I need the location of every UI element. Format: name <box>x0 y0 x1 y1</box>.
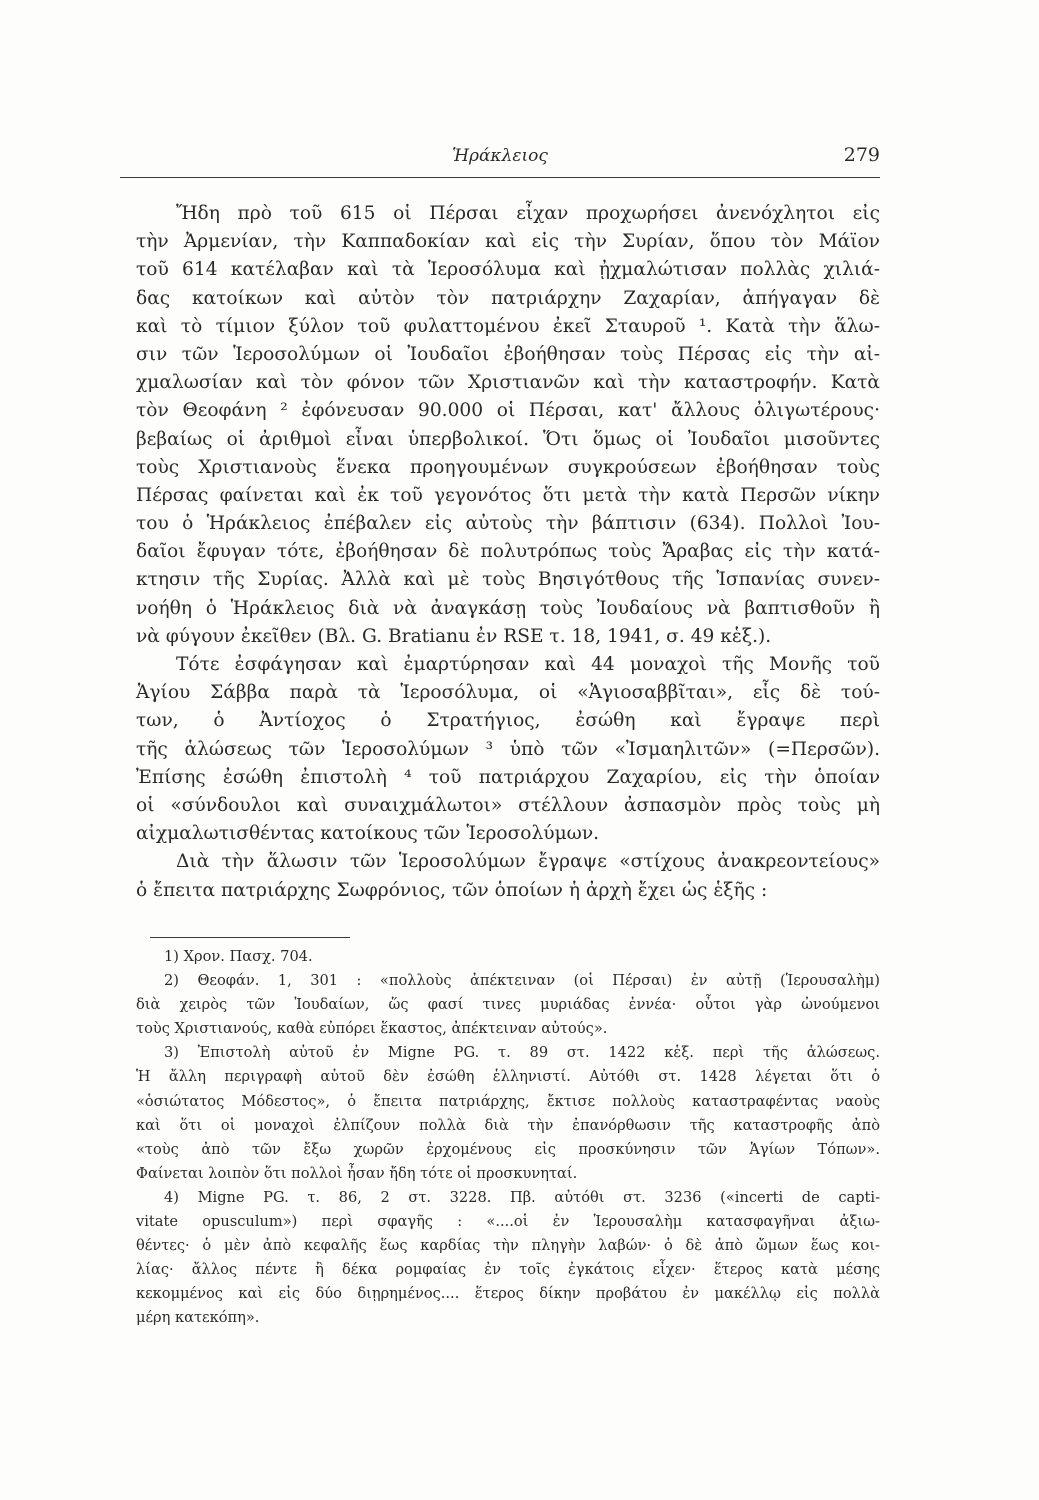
body-line: δας κατοίκων καὶ αὐτὸν τὸν πατριάρχην Ζαχαρίαν, ἀπήγαγαν δὲ <box>136 287 880 309</box>
body-line: Ἤδη πρὸ τοῦ 615 οἱ Πέρσαι εἶχαν προχωρήσει ἀνενόχλητοι εἰς <box>176 203 880 224</box>
footnote-line: Φαίνεται λοιπὸν ὅτι πολλοὶ ἦσαν ἤδη τότε οἱ προσκυνηταί. <box>136 1164 578 1182</box>
footnote-line: «τοὺς ἀπὸ τῶν ἔξω χωρῶν ἐρχομένους εἰς προσκύνησιν τῶν Ἁγίων Τόπων». <box>136 1140 880 1158</box>
body-line: Ἁγίου Σάββα παρὰ τὰ Ἱεροσόλυμα, οἱ «Ἁγιοσαββῖται», εἷς δὲ τού- <box>136 682 880 704</box>
footnote-line: λίας· ἄλλος πέντε ἢ δέκα ρομφαίας ἐν τοῖς ἐγκάτοις εἶχεν· ἕτερος κατὰ μέσης <box>136 1261 880 1279</box>
body-line: κτησιν τῆς Συρίας. Ἀλλὰ καὶ μὲ τοὺς Βησιγότθους τῆς Ἱσπανίας συνεν- <box>136 569 880 591</box>
body-line: τῆς ἁλώσεως τῶν Ἱεροσολύμων ³ ὑπὸ τῶν «Ἰσμαηλιτῶν» (=Περσῶν). <box>136 738 880 760</box>
page-number: 279 <box>843 144 880 166</box>
body-line: Πέρσας φαίνεται καὶ ἐκ τοῦ γεγονότος ὅτι μετὰ τὴν κατὰ Περσῶν νίκην <box>136 484 880 506</box>
body-line: τοὺς Χριστιανοὺς ἕνεκα προηγουμένων συγκρούσεων ἐβοήθησαν τοὺς <box>136 456 880 478</box>
body-line: νὰ φύγουν ἐκεῖθεν (Βλ. G. Bratianu ἐν RSE τ. 18, 1941, σ. 49 κἑξ.). <box>136 625 772 647</box>
body-line: τὴν Ἀρμενίαν, τὴν Καππαδοκίαν καὶ εἰς τὴν Συρίαν, ὅπου τὸν Μάϊον <box>136 231 880 253</box>
body-line: τὸν Θεοφάνη ² ἐφόνευσαν 90.000 οἱ Πέρσαι, κατ' ἄλλους ὀλιγωτέρους· <box>136 400 880 422</box>
footnote-line: κεκομμένος καὶ εἰς δύο διῃρημένος.... ἕτερος δίκην προβάτου ἐν μακέλλῳ εἰς πολλὰ <box>136 1285 880 1303</box>
body-line: δαῖοι ἔφυγαν τότε, ἐβοήθησαν δὲ πολυτρόπως τοὺς Ἄραβας εἰς τὴν κατά- <box>136 541 880 563</box>
footnote-line: vitate opusculum») περὶ σφαγῆς : «....οἱ ἐν Ἱερουσαλὴμ κατασφαγῆναι ἀξιω- <box>136 1213 880 1231</box>
body-line: Διὰ τὴν ἅλωσιν τῶν Ἱεροσολύμων ἔγραψε «στίχους ἀνακρεοντείους» <box>176 851 880 873</box>
body-line: τοῦ 614 κατέλαβαν καὶ τὰ Ἱεροσόλυμα καὶ ᾐχμαλώτισαν πολλὰς χιλιά- <box>136 259 880 281</box>
body-line: αἰχμαλωτισθέντας κατοίκους τῶν Ἱεροσολύμων. <box>136 823 600 845</box>
footnote-line: καὶ ὅτι οἱ μοναχοὶ ἐλπίζουν πολλὰ διὰ τὴν ἐπανόρθωσιν τῆς καταστροφῆς ἀπὸ <box>136 1116 880 1134</box>
body-line: Ἐπίσης ἐσώθη ἐπιστολὴ ⁴ τοῦ πατριάρχου Ζαχαρίου, εἰς τὴν ὁποίαν <box>136 766 880 788</box>
body-line: βεβαίως οἱ ἀριθμοὶ εἶναι ὑπερβολικοί. Ὅτι ὅμως οἱ Ἰουδαῖοι μισοῦντες <box>136 428 880 450</box>
footnote-rule <box>150 937 350 938</box>
footnote-line: «ὁσιώτατος Μόδεστος», ὁ ἔπειτα πατριάρχης, ἔκτισε πολλοὺς καταστραφέντας ναοὺς <box>136 1092 880 1110</box>
running-head <box>120 140 880 174</box>
footnote-line: 3) Ἐπιστολὴ αὐτοῦ ἐν Migne PG. τ. 89 στ. 1422 κἑξ. περὶ τῆς ἁλώσεως. <box>164 1044 880 1062</box>
footnote-line: διὰ χειρὸς τῶν Ἰουδαίων, ὥς φασί τινες μυριάδας ἐννέα· οὗτοι γὰρ ὠνούμενοι <box>136 996 880 1014</box>
body-line: του ὁ Ἡράκλειος ἐπέβαλεν εἰς αὐτοὺς τὴν βάπτισιν (634). Πολλοὶ Ἰου- <box>136 513 880 535</box>
body-line: ὁ ἔπειτα πατριάρχης Σωφρόνιος, τῶν ὁποίων ἡ ἀρχὴ ἔχει ὡς ἑξῆς : <box>136 879 768 901</box>
body-line: καὶ τὸ τίμιον ξύλον τοῦ φυλαττομένου ἐκεῖ Σταυροῦ ¹. Κατὰ τὴν ἅλω- <box>136 315 880 337</box>
body-text <box>136 200 880 905</box>
footnote-line: 4) Migne PG. τ. 86, 2 στ. 3228. Πβ. αὐτόθι στ. 3236 («incerti de capti- <box>164 1188 880 1206</box>
footnote-line: 1) Χρον. Πασχ. 704. <box>164 948 313 965</box>
body-line: Τότε ἐσφάγησαν καὶ ἐμαρτύρησαν καὶ 44 μοναχοὶ τῆς Μονῆς τοῦ <box>176 654 880 675</box>
footnotes <box>136 945 880 1331</box>
footnote-line: τοὺς Χριστιανούς, καθὰ εὐπόρει ἕκαστος, ἀπέκτειναν αὐτούς». <box>136 1020 608 1038</box>
running-title: Ἡράκλειος <box>452 146 548 166</box>
body-line: νοήθη ὁ Ἡράκλειος διὰ νὰ ἀναγκάσῃ τοὺς Ἰουδαίους νὰ βαπτισθοῦν ἢ <box>136 597 880 619</box>
body-line: χμαλωσίαν καὶ τὸν φόνον τῶν Χριστιανῶν καὶ τὴν καταστροφήν. Κατὰ <box>136 372 880 394</box>
body-line: οἱ «σύνδουλοι καὶ συναιχμάλωτοι» στέλλουν ἀσπασμὸν πρὸς τοὺς μὴ <box>136 794 880 816</box>
body-line: σιν τῶν Ἱεροσολύμων οἱ Ἰουδαῖοι ἐβοήθησαν τοὺς Πέρσας εἰς τὴν αἰ- <box>136 343 880 365</box>
body-line: των, ὁ Ἀντίοχος ὁ Στρατήγιος, ἐσώθη καὶ ἔγραψε περὶ <box>136 710 880 732</box>
footnote-line: 2) Θεοφάν. 1, 301 : «πολλοὺς ἀπέκτειναν (οἱ Πέρσαι) ἐν αὐτῇ (Ἱερουσαλὴμ) <box>164 972 880 990</box>
footnote-line: μέρη κατεκόπη». <box>136 1309 260 1327</box>
header-rule <box>120 177 880 178</box>
footnote-line: Ἡ ἄλλη περιγραφὴ αὐτοῦ δὲν ἐσώθη ἑλληνιστί. Αὐτόθι στ. 1428 λέγεται ὅτι ὁ <box>136 1068 880 1086</box>
footnote-line: θέντες· ὁ μὲν ἀπὸ κεφαλῆς ἕως καρδίας τὴν πληγὴν λαβών· ὁ δὲ ἀπὸ ὤμων ἕως κοι- <box>136 1237 880 1255</box>
